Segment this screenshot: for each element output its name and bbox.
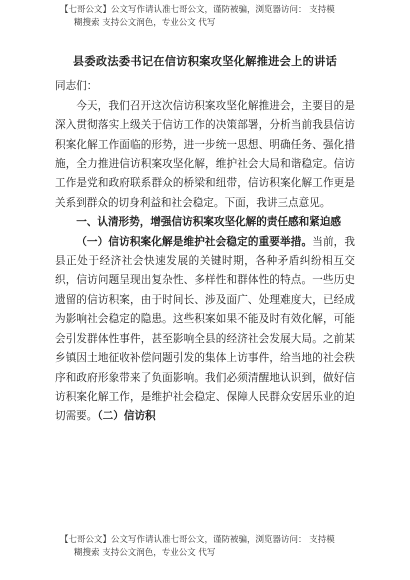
subsection-body-1: 当前，我县正处于经济社会快速发展的关键时期，各种矛盾纠纷相互交织，信访问题呈现出复杂性、多样性和群体性的特点。一些历史遗留的信访积案，由于时间长、涉及面广、处理难度大，已经成为影响社会稳定的隐患。这些积案如果不能及时有效化解，可能会引发群体性事件，甚至影响全县的经济社会发展大局。之前某乡镇因土地征收补偿问题引发的集体上访事件，给当地的社会秩序和政府形象带来了负面影响。我们必须清醒地认识到，做好信访积案化解工作，是维护社会稳定、保障人民群众安居乐业的迫切需要。 (55, 235, 355, 423)
header-banner (60, 4, 360, 30)
subsection-lead-2: （二）信访积 (97, 410, 156, 423)
footer-banner (60, 534, 360, 560)
section-heading-1: 一、认清形势，增强信访积案攻坚化解的责任感和紧迫感 (76, 216, 342, 229)
footer-banner-line1: 【七哥公文】公文写作请认准七哥公文，谨防被骗，浏览器访问： 支持模 (60, 535, 335, 545)
document-title: 县委政法委书记在信访积案攻坚化解推进会上的讲话 (72, 54, 338, 68)
subsection-paragraph-1 (55, 233, 355, 427)
subsection-lead-1: （一）信访积案化解是维护社会稳定的重要举措。 (76, 235, 313, 248)
document-body (55, 52, 355, 427)
header-banner-line2: 糊搜索 支持公文润色，专业公文 代写 (74, 18, 216, 28)
intro-paragraph: 今天，我们召开这次信访积案攻坚化解推进会，主要目的是深入贯彻落实上级关于信访工作的决策部署，分析当前我县信访积案化解工作面临的形势，进一步统一思想、明确任务、强化措施，全力推进信访积案攻坚化解，维护社会大局和谐稳定。信访工作是党和政府联系群众的桥梁和纽带，信访积案化解工作更是关系到群众的切身利益和社会稳定。下面，我讲三点意见。 (55, 99, 355, 209)
header-banner-line1: 【七哥公文】公文写作请认准七哥公文，谨防被骗，浏览器访问： 支持模 (60, 5, 335, 15)
footer-banner-line2: 糊搜索 支持公文润色，专业公文 代写 (74, 548, 216, 558)
salutation: 同志们： (55, 80, 98, 93)
